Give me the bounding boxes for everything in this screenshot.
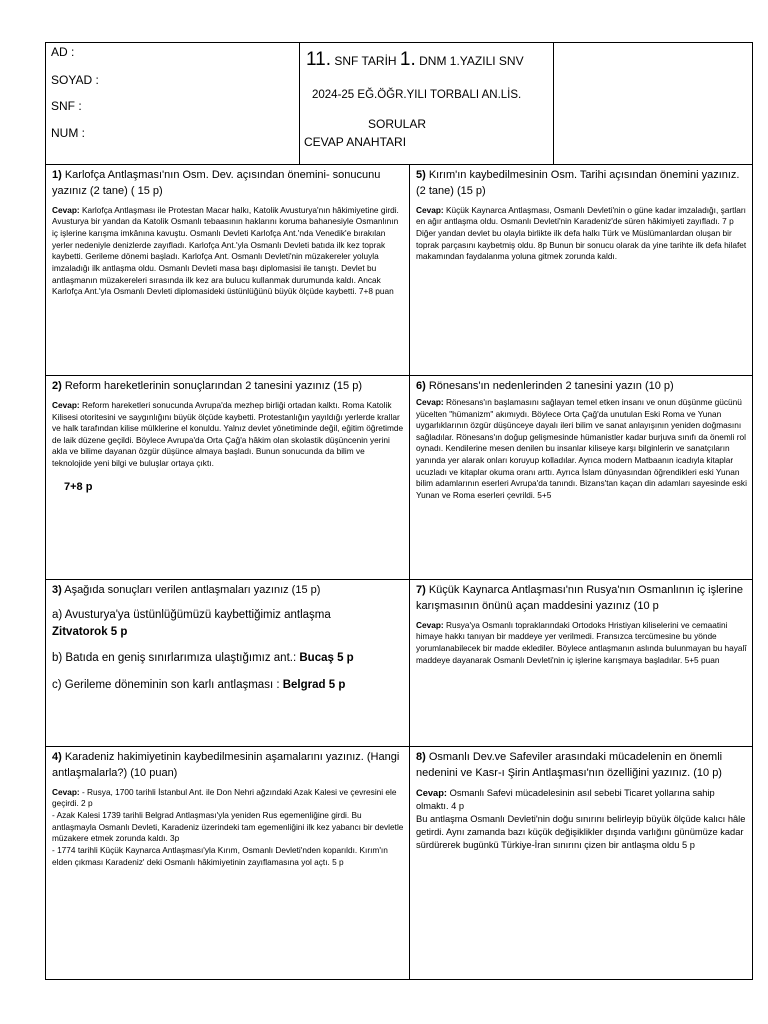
answer-2-score: 7+8 p	[64, 480, 93, 493]
answer-4-line-2: - Azak Kalesi 1739 tarihli Belgrad Antlaşması'yla yeniden Rus egemenliğine girdi. Bu antlaşmayla Osmanlı Devleti, Karadeniz üzerindeki tam egemenliğini ilk kez yabancı bir devletle müzakere etmek zorunda kaldı. 3p	[52, 810, 404, 844]
answer-6: Cevap: Rönesans'ın başlamasını sağlayan temel etken insanı ve onun düşünme gücünü yücelten "hümanizm" akımıydı. Böylece Orta Çağ'da unutulan Eski Roma ve Yunan uygarlıklarının özgür düşünceye dayalı ileri bilim ve sanat anlayışının yeniden doğmasını sağladılar. Rönesans'ın doğup gelişmesinde hümanistler kadar burjuva sınıfı da önemli rol oynadı. Kendilerine mesen denilen bu insanlar kiliseye karşı bilginlerin ve sanatçıların yanında yer alarak onları koruyup kolladılar. Ayrıca modern Matbaanın icadıyla kitaplar ucuzladı ve kitaplar okuma oranı arttı. Ayrıca İslam dünyasından öğrendikleri eski Yunan bilim adamlarının eserleri Avrupa'da tanındı. Bizans'tan kaçan din adamları sayesinde eski Yunan ve Roma eserleri çevrildi. 5+5	[416, 396, 747, 500]
question-5-text: 5) Kırım'ın kaybedilmesinin Osm. Tarihi açısından önemini yazınız.(2 tane) (15 p)	[416, 169, 740, 197]
exam-header	[46, 43, 752, 165]
class-field: SNF :	[51, 99, 82, 113]
option-a: a) Avusturya'ya üstünlüğümüzü kaybettiğimiz antlaşma Zitvatorok 5 p	[52, 608, 331, 638]
option-a-points: 5 p	[107, 625, 128, 638]
question-2-text: 2) Reform hareketlerinin sonuçlarından 2 tanesini yazınız (15 p)	[52, 380, 362, 392]
question-3-text: 3) Aşağıda sonuçları verilen antlaşmaları yazınız (15 p)	[52, 584, 321, 596]
option-b: b) Batıda en geniş sınırlarımıza ulaştığımız ant.: Bucaş 5 p	[52, 652, 354, 665]
student-info-box	[46, 43, 300, 164]
answer-7: Cevap: Rusya'ya Osmanlı topraklarındaki Ortodoks Hristiyan kiliselerini ve cemaatini himaye hakkı tanıyan bir maddeye yer verilmedi. Fransızca tercümesine bu yönde yorumlanabilecek bir madde eklediler. Böylece antlaşmanın aslında bulunmayan bu hayalî maddeye dayanarak Osmanlı Devleti'nin iç işlerine karışmaya başladılar. 5+5 puan	[416, 619, 747, 665]
question-4	[46, 747, 409, 979]
term-number: 1.	[399, 49, 416, 70]
question-6-text: 6) Rönesans'ın nedenlerinden 2 tanesini yazın (10 p)	[416, 380, 674, 392]
exam-title-box	[300, 43, 554, 164]
term-text: DNM 1.YAZILI SNV	[415, 54, 524, 68]
grade-number: 11.	[306, 49, 332, 70]
question-1-text: 1) Karlofça Antlaşması'nın Osm. Dev. açısından önemini- sonucunu yazınız (2 tane) ( 15 p)	[52, 169, 381, 197]
question-7	[410, 580, 752, 746]
option-c-answer: Belgrad 5 p	[282, 678, 346, 691]
questions-label: SORULAR	[368, 117, 427, 131]
surname-field: SOYAD :	[51, 73, 99, 87]
answer-4-line-1: Cevap: - Rusya, 1700 tarihli İstanbul Ant. ile Don Nehri ağzındaki Azak Kalesi ve çevresini ele geçirdi. 2 p	[52, 786, 397, 809]
question-5	[410, 165, 752, 375]
grade-text: SNF TARİH	[331, 54, 400, 68]
number-field: NUM :	[51, 126, 85, 140]
answer-8-cont: Bu antlaşma Osmanlı Devleti'nin doğu sınırını belirleyip büyük ölçüde kalıcı hâle getirdi. Aynı zamanda bazı küçük değişiklikler dışında varlığını günümüze kadar sürdürerek bugünkü Türkiye-İran sınırını çizen bir antlaşma oldu 5 p	[416, 813, 746, 850]
answer-key-label: CEVAP ANAHTARI	[304, 135, 407, 149]
exam-sheet	[45, 42, 753, 980]
answer-1: Cevap: Karlofça Antlaşması ile Protestan Macar halkı, Katolik Avusturya'nın hâkimiyetine girdi. Avusturya bir yandan da Katolik Osmanlı tebaasının haklarını koruma bahanesiyle Osmanlının iç işlerine karışma imkânına kavuştu. Osmanlı Devleti Karlofça Ant.'nda Venedik'e bırakılan yerler nedeniyle denizlerde zayıfladı. Karlofça Ant.'yla Osmanlı Devleti batıda ilk kez toprak kaybetti. Gerileme dönemi başladı. Karlofça Ant. Osmanlı Devleti'nin müzakereler yoluyla imzaladığı ilk antlaşma oldu. Osmanlı Devleti masa başı diplomasisi ile tanıştı. Devlet bu antlaşmanın müzakereleri sırasında ilk kez ara bulucu kullanmak durumunda kaldı. Ancak Karlofça Ant.'yla Osmanlı Devleti diplomasideki üstünlüğünü büyük ölçüde kaybetti. 7+8 puan	[52, 204, 399, 297]
name-field: AD :	[51, 45, 75, 59]
answer-2: Cevap: Reform hareketleri sonucunda Avrupa'da mezhep birliği ortadan kalktı. Roma Katolik Kilisesi otoritesini ve saygınlığını büyük ölçüde kaybetti. Protestanlığın yayıldığı yerlerde krallar ve halk tarafından kilise mülklerine el konuldu. Yalnız devlet yönetiminde değil, eğitim öğretimde de laik düzene geçildi. Böylece Avrupa'da Orta Çağ'a hâkim olan skolastik düşüncenin yerini akla ve bilime dayanan özgür düşünce almaya başladı. Bunun sonucunda da bilim ve teknolojide yeni bilgi ve buluşlar ortaya çıktı.	[52, 399, 404, 468]
question-7-text: 7) Küçük Kaynarca Antlaşması'nın Rusya'nın Osmanlının iç işlerine karışmasının önünü açan maddesini yazınız (10 p	[416, 584, 744, 612]
option-c: c) Gerileme döneminin son karlı antlaşması : Belgrad 5 p	[52, 678, 346, 691]
exam-title	[306, 49, 524, 71]
option-b-answer: Bucaş 5 p	[299, 652, 354, 665]
question-8-text: 8) Osmanlı Dev.ve Safeviler arasındaki mücadelenin en önemli nedenini ve Kasr-ı Şirin Antlaşması'nın özelliğini yazınız. (10 p)	[416, 751, 723, 779]
question-2	[46, 376, 409, 579]
question-8	[410, 747, 752, 979]
school-year: 2024-25 EĞ.ÖĞR.YILI TORBALI AN.LİS.	[312, 89, 522, 101]
option-a-answer: Zitvatorok	[52, 625, 108, 638]
answer-5: Cevap: Küçük Kaynarca Antlaşması, Osmanlı Devleti'nin o güne kadar imzaladığı, şartları en ağır antlaşma oldu. Osmanlı Devleti'nin Karadeniz'de süren hâkimiyeti zayıfladı. 7 p	[416, 204, 746, 227]
question-1	[46, 165, 409, 375]
question-3	[46, 580, 409, 746]
answer-4-line-3: - 1774 tarihli Küçük Kaynarca Antlaşması'yla Kırım, Osmanlı Devleti'nden koparıldı. Kırım'ın elden çıkması Karadeniz' deki Osmanlı hâkimiyetinin zayıflamasına yol açtı. 5 p	[52, 844, 388, 867]
question-4-text: 4) Karadeniz hakimiyetinin kaybedilmesinin aşamalarını yazınız. (Hangi antlaşmalarla?) (10 puan)	[52, 751, 400, 779]
answer-5-cont: Diğer yandan devlet bu olayla birlikte ilk defa halkı Türk ve Müslümanlardan oluşan bir toprak parçasını kaybetmiş oldu. 8p Bunun bir sonucu olarak da yine tarihte ilk defa hilafet makamından faydalanma yoluna gitmek zorunda kaldı.	[416, 228, 747, 262]
question-6	[410, 376, 752, 579]
answer-8: Cevap: Osmanlı Safevi mücadelesinin asıl sebebi Ticaret yollarına sahip olmaktı. 4 p	[416, 787, 715, 811]
